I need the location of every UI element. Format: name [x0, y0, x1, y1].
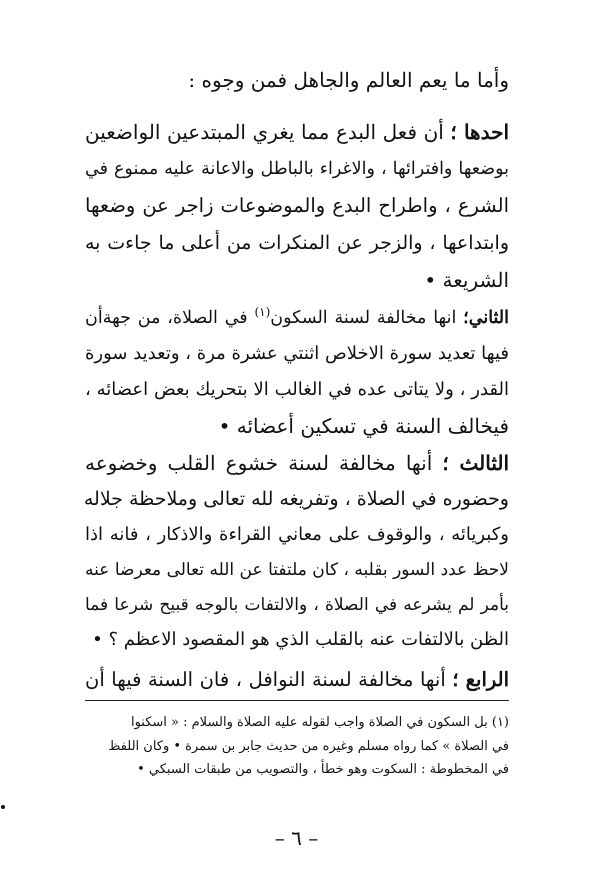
paragraph-2-heading: الثاني؛ [463, 308, 509, 328]
footnote-line-1: (١) بل السكون في الصلاة واجب لقوله عليه الصلاة والسلام : « اسكنوا [130, 715, 509, 730]
paragraph-1-line-4: وابتداعها ، والزجر عن المنكرات من أعلى ما جاءت به [85, 232, 509, 254]
paragraph-3-line-1 [85, 449, 509, 477]
page-number: – ٦ – [274, 826, 319, 850]
paragraph-2-line-4: فيخالف السنة في تسكين أعضائه • [218, 414, 509, 438]
paragraph-2-text-a: انها مخالفة لسنة السكون [270, 308, 457, 328]
footnote-reference: (١) [254, 305, 271, 320]
paragraph-4-line-1 [85, 666, 509, 694]
paragraph-1-line-1 [85, 118, 509, 146]
paragraph-2-line-3: القدر ، ولا يتاتى عده في الغالب الا بتحريك بعض اعضائه ، [85, 379, 509, 400]
paragraph-1-heading: احدها ؛ [450, 120, 509, 144]
paragraph-1-line-2: بوضعها وافترائها ، والاغراء بالباطل والاعانة عليه ممنوع في [85, 159, 509, 179]
intro-line: وأما ما يعم العالم والجاهل فمن وجوه : [188, 68, 509, 92]
paragraph-3-line-5: بأمر لم يشرعه في الصلاة ، والالتفات بالوجه قبيح شرعا فما [85, 595, 509, 615]
paragraph-1-text: أن فعل البدع مما يغري المبتدعين الواضعين [85, 120, 444, 144]
paragraph-3-line-6: الظن بالالتفات عنه بالقلب الذي هو المقصود الاعظم ؟ • [92, 629, 509, 650]
paragraph-4-heading: الرابع ؛ [452, 668, 509, 691]
paragraph-3-text: أنها مخالفة لسنة خشوع القلب وخضوعه [85, 451, 433, 475]
footnote-divider [85, 700, 509, 701]
footnote-line-2: في الصلاة » كما رواه مسلم وغيره من حديث جابر بن سمرة • وكان اللفظ [108, 739, 509, 754]
paragraph-3-line-3: وكبريائه ، والوقوف على معاني القراءة والاذكار ، فانه اذا [85, 524, 509, 545]
scan-speck [1, 805, 5, 809]
footnote-line-3: في المخطوطة : السكوت وهو خطأ ، والتصويب من طبقات السبكي • [137, 762, 509, 777]
paragraph-1-line-3: الشرع ، واطراح البدع والموضوعات زاجر عن وضعها [85, 194, 509, 217]
paragraph-3-line-2: وحضوره في الصلاة ، وتفريغه لله تعالى وملاحظة جلاله [83, 488, 509, 510]
paragraph-2-line-1 [85, 304, 509, 332]
paragraph-2-text-b: في الصلاة، من جهةأن [85, 308, 255, 328]
paragraph-3-line-4: لاحظ عدد السور بقلبه ، كان ملتفتا عن الله تعالى معرضا عنه [85, 560, 509, 580]
paragraph-2-line-2: فيها تعديد سورة الاخلاص اثنتي عشرة مرة ، وتعديد سورة [85, 343, 509, 364]
paragraph-1-line-5: الشريعة • [424, 268, 509, 292]
paragraph-4-text: أنها مخالفة لسنة النوافل ، فان السنة فيها أن [85, 668, 446, 691]
paragraph-3-heading: الثالث ؛ [442, 451, 510, 475]
